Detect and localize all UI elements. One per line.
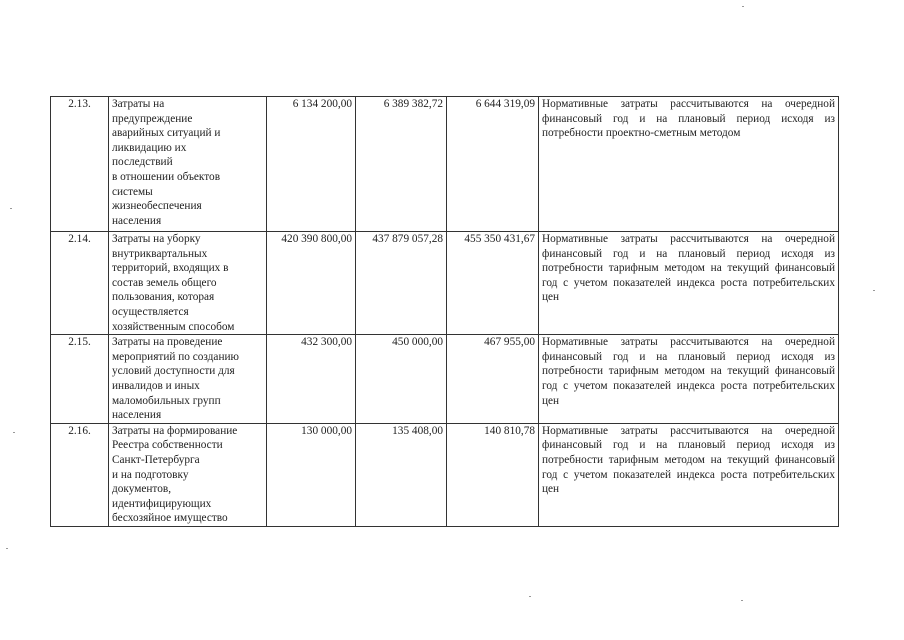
- name-line: условий доступности для: [112, 365, 235, 378]
- table-row: [51, 232, 839, 335]
- amount-year-1: 420 390 800,00: [267, 232, 356, 335]
- name-line: состав земель общего: [112, 276, 217, 289]
- name-line: инвалидов и иных: [112, 379, 200, 392]
- name-line: населения: [112, 214, 162, 227]
- name-line: осуществляется: [112, 305, 189, 318]
- cost-norms-table: [50, 96, 839, 527]
- scan-speck: [6, 548, 8, 549]
- name-line: бесхозяйное имущество: [112, 512, 228, 525]
- name-line: маломобильных групп: [112, 394, 221, 407]
- scan-speck: [742, 6, 744, 7]
- note-text: Нормативные затраты рассчитываются на очередной финансовый год и на плановый период исходя из потребности проектно-сметным методом: [542, 98, 835, 140]
- name-line: мероприятий по созданию: [112, 350, 239, 363]
- amount-year-1: 432 300,00: [267, 335, 356, 424]
- amount-year-3: 455 350 431,67: [447, 232, 539, 335]
- name-line: и на подготовку: [112, 468, 189, 481]
- name-line: пользования, которая: [112, 291, 215, 304]
- amount-year-2: 450 000,00: [356, 335, 447, 424]
- name-line: предупреждение: [112, 112, 193, 125]
- name-line: Затраты на: [112, 98, 165, 110]
- amount-year-3: 140 810,78: [447, 423, 539, 526]
- cost-item-name: [109, 335, 267, 424]
- amount-year-2: 6 389 382,72: [356, 97, 447, 232]
- name-line: населения: [112, 409, 162, 422]
- row-number: 2.13.: [51, 97, 109, 232]
- scan-speck: [10, 208, 12, 209]
- cost-item-name: [109, 232, 267, 335]
- amount-year-1: 130 000,00: [267, 423, 356, 526]
- table-row: [51, 335, 839, 424]
- calculation-method-note: [539, 97, 839, 232]
- scan-speck: [13, 432, 15, 433]
- scan-speck: [741, 600, 743, 601]
- table-row: [51, 97, 839, 232]
- name-line: Затраты на формирование: [112, 424, 238, 437]
- amount-year-2: 135 408,00: [356, 423, 447, 526]
- name-line: системы: [112, 185, 153, 198]
- name-line: территорий, входящих в: [112, 262, 229, 275]
- amount-year-1: 6 134 200,00: [267, 97, 356, 232]
- note-text: Нормативные затраты рассчитываются на очередной финансовый год и на плановый период исходя из потребности тарифным методом на текущий финансовый год с учетом показателей индекса роста потребительских цен: [542, 424, 835, 496]
- amount-year-3: 467 955,00: [447, 335, 539, 424]
- name-line: хозяйственным способом: [112, 320, 235, 333]
- name-line: Затраты на уборку: [112, 233, 201, 245]
- name-line: идентифицирующих: [112, 497, 212, 510]
- cost-item-name: [109, 423, 267, 526]
- name-line: последствий: [112, 156, 173, 169]
- scan-speck: [529, 596, 531, 597]
- calculation-method-note: [539, 423, 839, 526]
- name-line: внутриквартальных: [112, 247, 208, 260]
- amount-year-3: 6 644 319,09: [447, 97, 539, 232]
- amount-year-2: 437 879 057,28: [356, 232, 447, 335]
- name-line: ликвидацию их: [112, 141, 187, 154]
- name-line: документов,: [112, 483, 172, 496]
- row-number: 2.14.: [51, 232, 109, 335]
- cost-item-name: [109, 97, 267, 232]
- note-text: Нормативные затраты рассчитываются на очередной финансовый год и на плановый период исходя из потребности тарифным методом на текущий финансовый год с учетом показателей индекса роста потребительских цен: [542, 336, 835, 407]
- name-line: аварийных ситуаций и: [112, 127, 221, 140]
- note-text: Нормативные затраты рассчитываются на очередной финансовый год и на плановый период исходя из потребности тарифным методом на текущий финансовый год с учетом показателей индекса роста потребительских цен: [542, 233, 835, 304]
- table-row: [51, 423, 839, 526]
- name-line: Реестра собственности: [112, 439, 223, 452]
- calculation-method-note: [539, 335, 839, 424]
- name-line: Затраты на проведение: [112, 336, 223, 349]
- name-line: в отношении объектов: [112, 170, 221, 183]
- row-number: 2.15.: [51, 335, 109, 424]
- row-number: 2.16.: [51, 423, 109, 526]
- scan-speck: [873, 290, 875, 291]
- name-line: жизнеобеспечения: [112, 200, 202, 213]
- calculation-method-note: [539, 232, 839, 335]
- name-line: Санкт-Петербурга: [112, 453, 200, 466]
